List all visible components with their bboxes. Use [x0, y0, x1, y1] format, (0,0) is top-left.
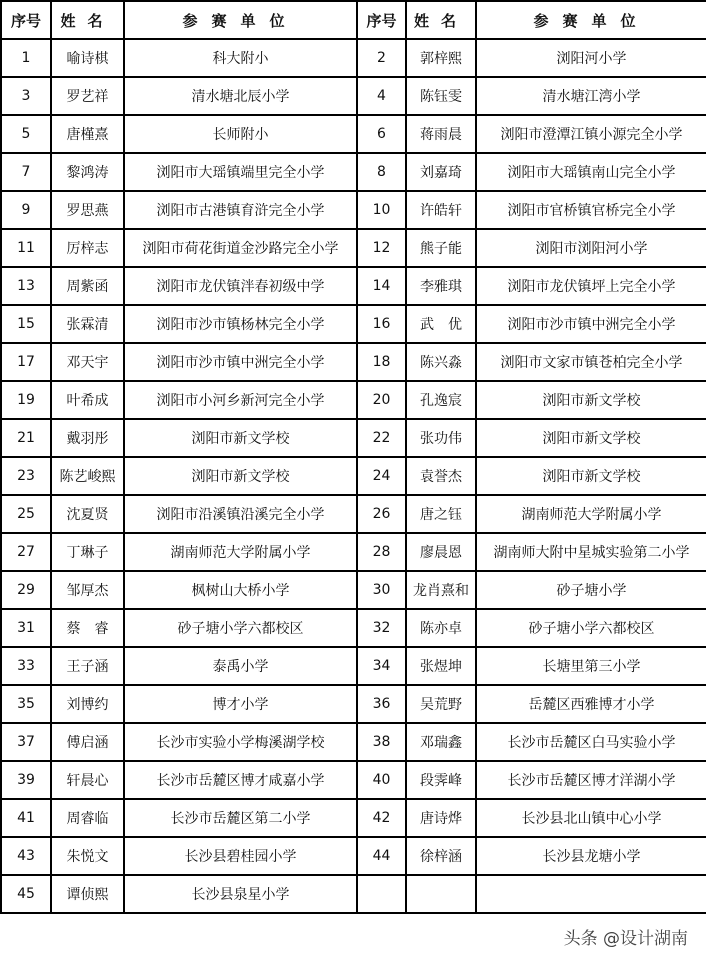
cell-unit: 长沙县北山镇中心小学: [476, 799, 706, 837]
cell-name: 廖晨恩: [406, 533, 476, 571]
cell-unit: [476, 875, 706, 913]
cell-number: 44: [357, 837, 406, 875]
cell-name: 郭梓熙: [406, 39, 476, 77]
cell-number: 30: [357, 571, 406, 609]
cell-name: 张煜坤: [406, 647, 476, 685]
cell-name: 邓天宇: [51, 343, 124, 381]
cell-number: 12: [357, 229, 406, 267]
cell-unit: 浏阳市新文学校: [476, 381, 706, 419]
cell-unit: 长师附小: [124, 115, 357, 153]
cell-name: 邹厚杰: [51, 571, 124, 609]
table-row: [1, 647, 706, 685]
cell-name: [406, 875, 476, 913]
cell-name: 罗思燕: [51, 191, 124, 229]
table-row: [1, 191, 706, 229]
cell-number: 17: [1, 343, 51, 381]
cell-number: 24: [357, 457, 406, 495]
cell-number: 34: [357, 647, 406, 685]
cell-number: 43: [1, 837, 51, 875]
cell-name: 张霖清: [51, 305, 124, 343]
cell-unit: 浏阳市文家市镇苍柏完全小学: [476, 343, 706, 381]
cell-name: 李雅琪: [406, 267, 476, 305]
cell-name: 孔逸宸: [406, 381, 476, 419]
header-unit: 参赛单位: [124, 1, 357, 39]
cell-number: 33: [1, 647, 51, 685]
cell-number: 45: [1, 875, 51, 913]
cell-unit: 浏阳市荷花街道金沙路完全小学: [124, 229, 357, 267]
cell-name: 罗艺祥: [51, 77, 124, 115]
cell-name: 刘嘉琦: [406, 153, 476, 191]
table-row: [1, 875, 706, 913]
cell-name: 丁琳子: [51, 533, 124, 571]
cell-name: 朱悦文: [51, 837, 124, 875]
table-row: [1, 685, 706, 723]
cell-name: 徐梓涵: [406, 837, 476, 875]
table-row: [1, 419, 706, 457]
cell-name: 轩晨心: [51, 761, 124, 799]
cell-unit: 浏阳市新文学校: [476, 457, 706, 495]
table-row: [1, 305, 706, 343]
cell-name: 谭侦熙: [51, 875, 124, 913]
cell-name: 唐之钰: [406, 495, 476, 533]
cell-number: 6: [357, 115, 406, 153]
cell-unit: 浏阳河小学: [476, 39, 706, 77]
cell-number: 5: [1, 115, 51, 153]
cell-unit: 长塘里第三小学: [476, 647, 706, 685]
cell-name: 唐诗烨: [406, 799, 476, 837]
cell-name: 叶希成: [51, 381, 124, 419]
cell-number: 38: [357, 723, 406, 761]
cell-unit: 浏阳市大瑶镇端里完全小学: [124, 153, 357, 191]
table-row: [1, 457, 706, 495]
cell-number: 20: [357, 381, 406, 419]
table-row: [1, 723, 706, 761]
cell-number: 37: [1, 723, 51, 761]
cell-unit: 浏阳市龙伏镇坪上完全小学: [476, 267, 706, 305]
header-name-right: 姓名: [406, 1, 476, 39]
cell-unit: 长沙市岳麓区第二小学: [124, 799, 357, 837]
header-row: [1, 1, 706, 39]
cell-number: 15: [1, 305, 51, 343]
cell-unit: 泰禹小学: [124, 647, 357, 685]
table-row: [1, 761, 706, 799]
cell-name: 周紫函: [51, 267, 124, 305]
cell-unit: 浏阳市古港镇育浒完全小学: [124, 191, 357, 229]
cell-unit: 浏阳市澄潭江镇小源完全小学: [476, 115, 706, 153]
cell-unit: 砂子塘小学: [476, 571, 706, 609]
cell-number: 16: [357, 305, 406, 343]
table-row: [1, 533, 706, 571]
table-body: [1, 39, 706, 913]
cell-unit: 浏阳市浏阳河小学: [476, 229, 706, 267]
cell-name: 陈艺峻熙: [51, 457, 124, 495]
cell-unit: 浏阳市沙市镇中洲完全小学: [476, 305, 706, 343]
cell-number: 19: [1, 381, 51, 419]
table-row: [1, 153, 706, 191]
cell-unit: 浏阳市新文学校: [476, 419, 706, 457]
cell-name: 陈亦卓: [406, 609, 476, 647]
cell-number: 27: [1, 533, 51, 571]
cell-name: 周睿临: [51, 799, 124, 837]
cell-unit: 浏阳市沙市镇中洲完全小学: [124, 343, 357, 381]
cell-unit: 砂子塘小学六都校区: [476, 609, 706, 647]
table-row: [1, 381, 706, 419]
cell-number: 11: [1, 229, 51, 267]
cell-number: 22: [357, 419, 406, 457]
cell-unit: 博才小学: [124, 685, 357, 723]
cell-name: 厉梓志: [51, 229, 124, 267]
cell-name: 袁誉杰: [406, 457, 476, 495]
cell-name: 张功伟: [406, 419, 476, 457]
cell-unit: 长沙市岳麓区博才咸嘉小学: [124, 761, 357, 799]
cell-name: 蒋雨晨: [406, 115, 476, 153]
cell-number: 14: [357, 267, 406, 305]
cell-unit: 清水塘北辰小学: [124, 77, 357, 115]
cell-number: 29: [1, 571, 51, 609]
cell-unit: 浏阳市龙伏镇泮春初级中学: [124, 267, 357, 305]
cell-name: 刘博约: [51, 685, 124, 723]
cell-name: 许皓轩: [406, 191, 476, 229]
cell-number: [357, 875, 406, 913]
cell-unit: 湖南师范大学附属小学: [124, 533, 357, 571]
cell-number: 32: [357, 609, 406, 647]
cell-name: 戴羽彤: [51, 419, 124, 457]
cell-number: 39: [1, 761, 51, 799]
table-row: [1, 799, 706, 837]
table-row: [1, 115, 706, 153]
cell-number: 26: [357, 495, 406, 533]
cell-unit: 长沙县碧桂园小学: [124, 837, 357, 875]
table-row: [1, 571, 706, 609]
cell-unit: 浏阳市新文学校: [124, 419, 357, 457]
cell-number: 1: [1, 39, 51, 77]
cell-unit: 浏阳市沿溪镇沿溪完全小学: [124, 495, 357, 533]
cell-unit: 浏阳市新文学校: [124, 457, 357, 495]
cell-name: 段霁峰: [406, 761, 476, 799]
cell-unit: 湖南师大附中星城实验第二小学: [476, 533, 706, 571]
cell-name: 沈夏贤: [51, 495, 124, 533]
header-number: 序号: [1, 1, 51, 39]
cell-name: 邓瑞鑫: [406, 723, 476, 761]
cell-number: 25: [1, 495, 51, 533]
cell-unit: 长沙县泉星小学: [124, 875, 357, 913]
cell-number: 9: [1, 191, 51, 229]
cell-number: 10: [357, 191, 406, 229]
cell-number: 35: [1, 685, 51, 723]
cell-number: 28: [357, 533, 406, 571]
cell-unit: 砂子塘小学六都校区: [124, 609, 357, 647]
cell-name: 陈兴淼: [406, 343, 476, 381]
cell-number: 21: [1, 419, 51, 457]
cell-name: 喻诗棋: [51, 39, 124, 77]
cell-unit: 长沙市岳麓区白马实验小学: [476, 723, 706, 761]
cell-unit: 浏阳市大瑶镇南山完全小学: [476, 153, 706, 191]
cell-number: 8: [357, 153, 406, 191]
cell-name: 蔡 睿: [51, 609, 124, 647]
cell-unit: 浏阳市小河乡新河完全小学: [124, 381, 357, 419]
cell-name: 熊子能: [406, 229, 476, 267]
header-number-right: 序号: [357, 1, 406, 39]
cell-number: 31: [1, 609, 51, 647]
cell-name: 龙肖熹和: [406, 571, 476, 609]
cell-name: 黎鸿涛: [51, 153, 124, 191]
cell-number: 36: [357, 685, 406, 723]
cell-number: 18: [357, 343, 406, 381]
table-row: [1, 837, 706, 875]
table-row: [1, 267, 706, 305]
table-row: [1, 229, 706, 267]
cell-unit: 枫树山大桥小学: [124, 571, 357, 609]
cell-name: 武 优: [406, 305, 476, 343]
cell-name: 王子涵: [51, 647, 124, 685]
cell-number: 7: [1, 153, 51, 191]
cell-unit: 长沙市实验小学梅溪湖学校: [124, 723, 357, 761]
cell-unit: 岳麓区西雅博才小学: [476, 685, 706, 723]
cell-unit: 长沙县龙塘小学: [476, 837, 706, 875]
table-row: [1, 77, 706, 115]
cell-number: 2: [357, 39, 406, 77]
table-row: [1, 39, 706, 77]
cell-unit: 科大附小: [124, 39, 357, 77]
cell-number: 13: [1, 267, 51, 305]
cell-number: 40: [357, 761, 406, 799]
cell-number: 41: [1, 799, 51, 837]
header-name: 姓名: [51, 1, 124, 39]
cell-name: 傅启涵: [51, 723, 124, 761]
cell-unit: 清水塘江湾小学: [476, 77, 706, 115]
table-row: [1, 343, 706, 381]
watermark: 头条 @设计湖南: [563, 929, 688, 949]
table-row: [1, 495, 706, 533]
cell-number: 23: [1, 457, 51, 495]
cell-number: 42: [357, 799, 406, 837]
cell-unit: 浏阳市沙市镇杨林完全小学: [124, 305, 357, 343]
cell-unit: 长沙市岳麓区博才洋湖小学: [476, 761, 706, 799]
header-unit-right: 参赛单位: [476, 1, 706, 39]
table-row: [1, 609, 706, 647]
cell-name: 吴荒野: [406, 685, 476, 723]
cell-unit: 浏阳市官桥镇官桥完全小学: [476, 191, 706, 229]
cell-number: 3: [1, 77, 51, 115]
cell-unit: 湖南师范大学附属小学: [476, 495, 706, 533]
cell-name: 唐槿熹: [51, 115, 124, 153]
cell-number: 4: [357, 77, 406, 115]
cell-name: 陈钰雯: [406, 77, 476, 115]
